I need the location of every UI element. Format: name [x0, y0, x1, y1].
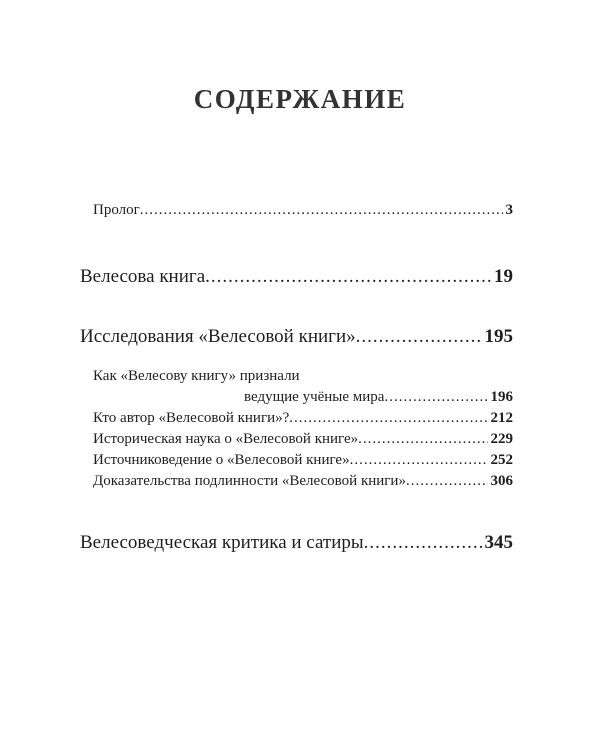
dot-leader	[205, 266, 491, 288]
toc-entry-recognized-line2[interactable]	[244, 389, 513, 406]
dot-leader	[384, 389, 487, 406]
toc-entry-label: Исследования «Велесовой книги»	[80, 326, 356, 347]
toc-entry-label: Историческая наука о «Велесовой книге»	[93, 431, 359, 447]
toc-title: СОДЕРЖАНИЕ	[193, 84, 407, 114]
toc-entry-prolog[interactable]	[93, 202, 513, 219]
toc-entry-history[interactable]	[93, 431, 513, 448]
toc-entry-label: Источниковедение о «Велесовой книге»	[93, 452, 350, 468]
dot-leader	[356, 326, 482, 348]
toc-entry-label: Велесова книга	[80, 266, 206, 287]
toc-entry-label: Кто автор «Велесовой книги»?	[93, 410, 290, 426]
toc-entry-label: Доказательства подлинности «Велесовой книги»	[93, 473, 406, 489]
toc-entry-page: 195	[484, 326, 513, 347]
toc-entry-page: 196	[490, 389, 513, 405]
toc-entry-label: Как «Велесову книгу» признали	[93, 368, 300, 384]
toc-entry-page: 345	[484, 532, 513, 553]
toc-entry-label: Велесоведческая критика и сатиры	[80, 532, 364, 553]
toc-entry-veles-book[interactable]	[80, 266, 513, 288]
toc-entry-page: 306	[490, 473, 513, 489]
toc-entry-page: 252	[490, 452, 513, 468]
dot-leader	[364, 532, 482, 554]
toc-entry-sources[interactable]	[93, 452, 513, 469]
dot-leader	[350, 452, 488, 469]
toc-entry-page: 229	[490, 431, 513, 447]
toc-entry-label: Пролог	[93, 202, 140, 218]
toc-entry-recognized-line1[interactable]	[93, 368, 300, 385]
toc-entry-proofs[interactable]	[93, 473, 513, 490]
dot-leader	[289, 410, 487, 427]
dot-leader	[358, 431, 487, 448]
toc-entry-page: 3	[505, 202, 513, 218]
toc-entry-author[interactable]	[93, 410, 513, 427]
toc-entry-page: 212	[490, 410, 513, 426]
dot-leader	[406, 473, 488, 490]
toc-entry-research[interactable]	[80, 326, 513, 348]
toc-entry-label: ведущие учёные мира	[244, 389, 385, 405]
dot-leader	[140, 202, 503, 219]
toc-entry-critique[interactable]	[80, 532, 513, 554]
toc-entry-page: 19	[494, 266, 513, 287]
